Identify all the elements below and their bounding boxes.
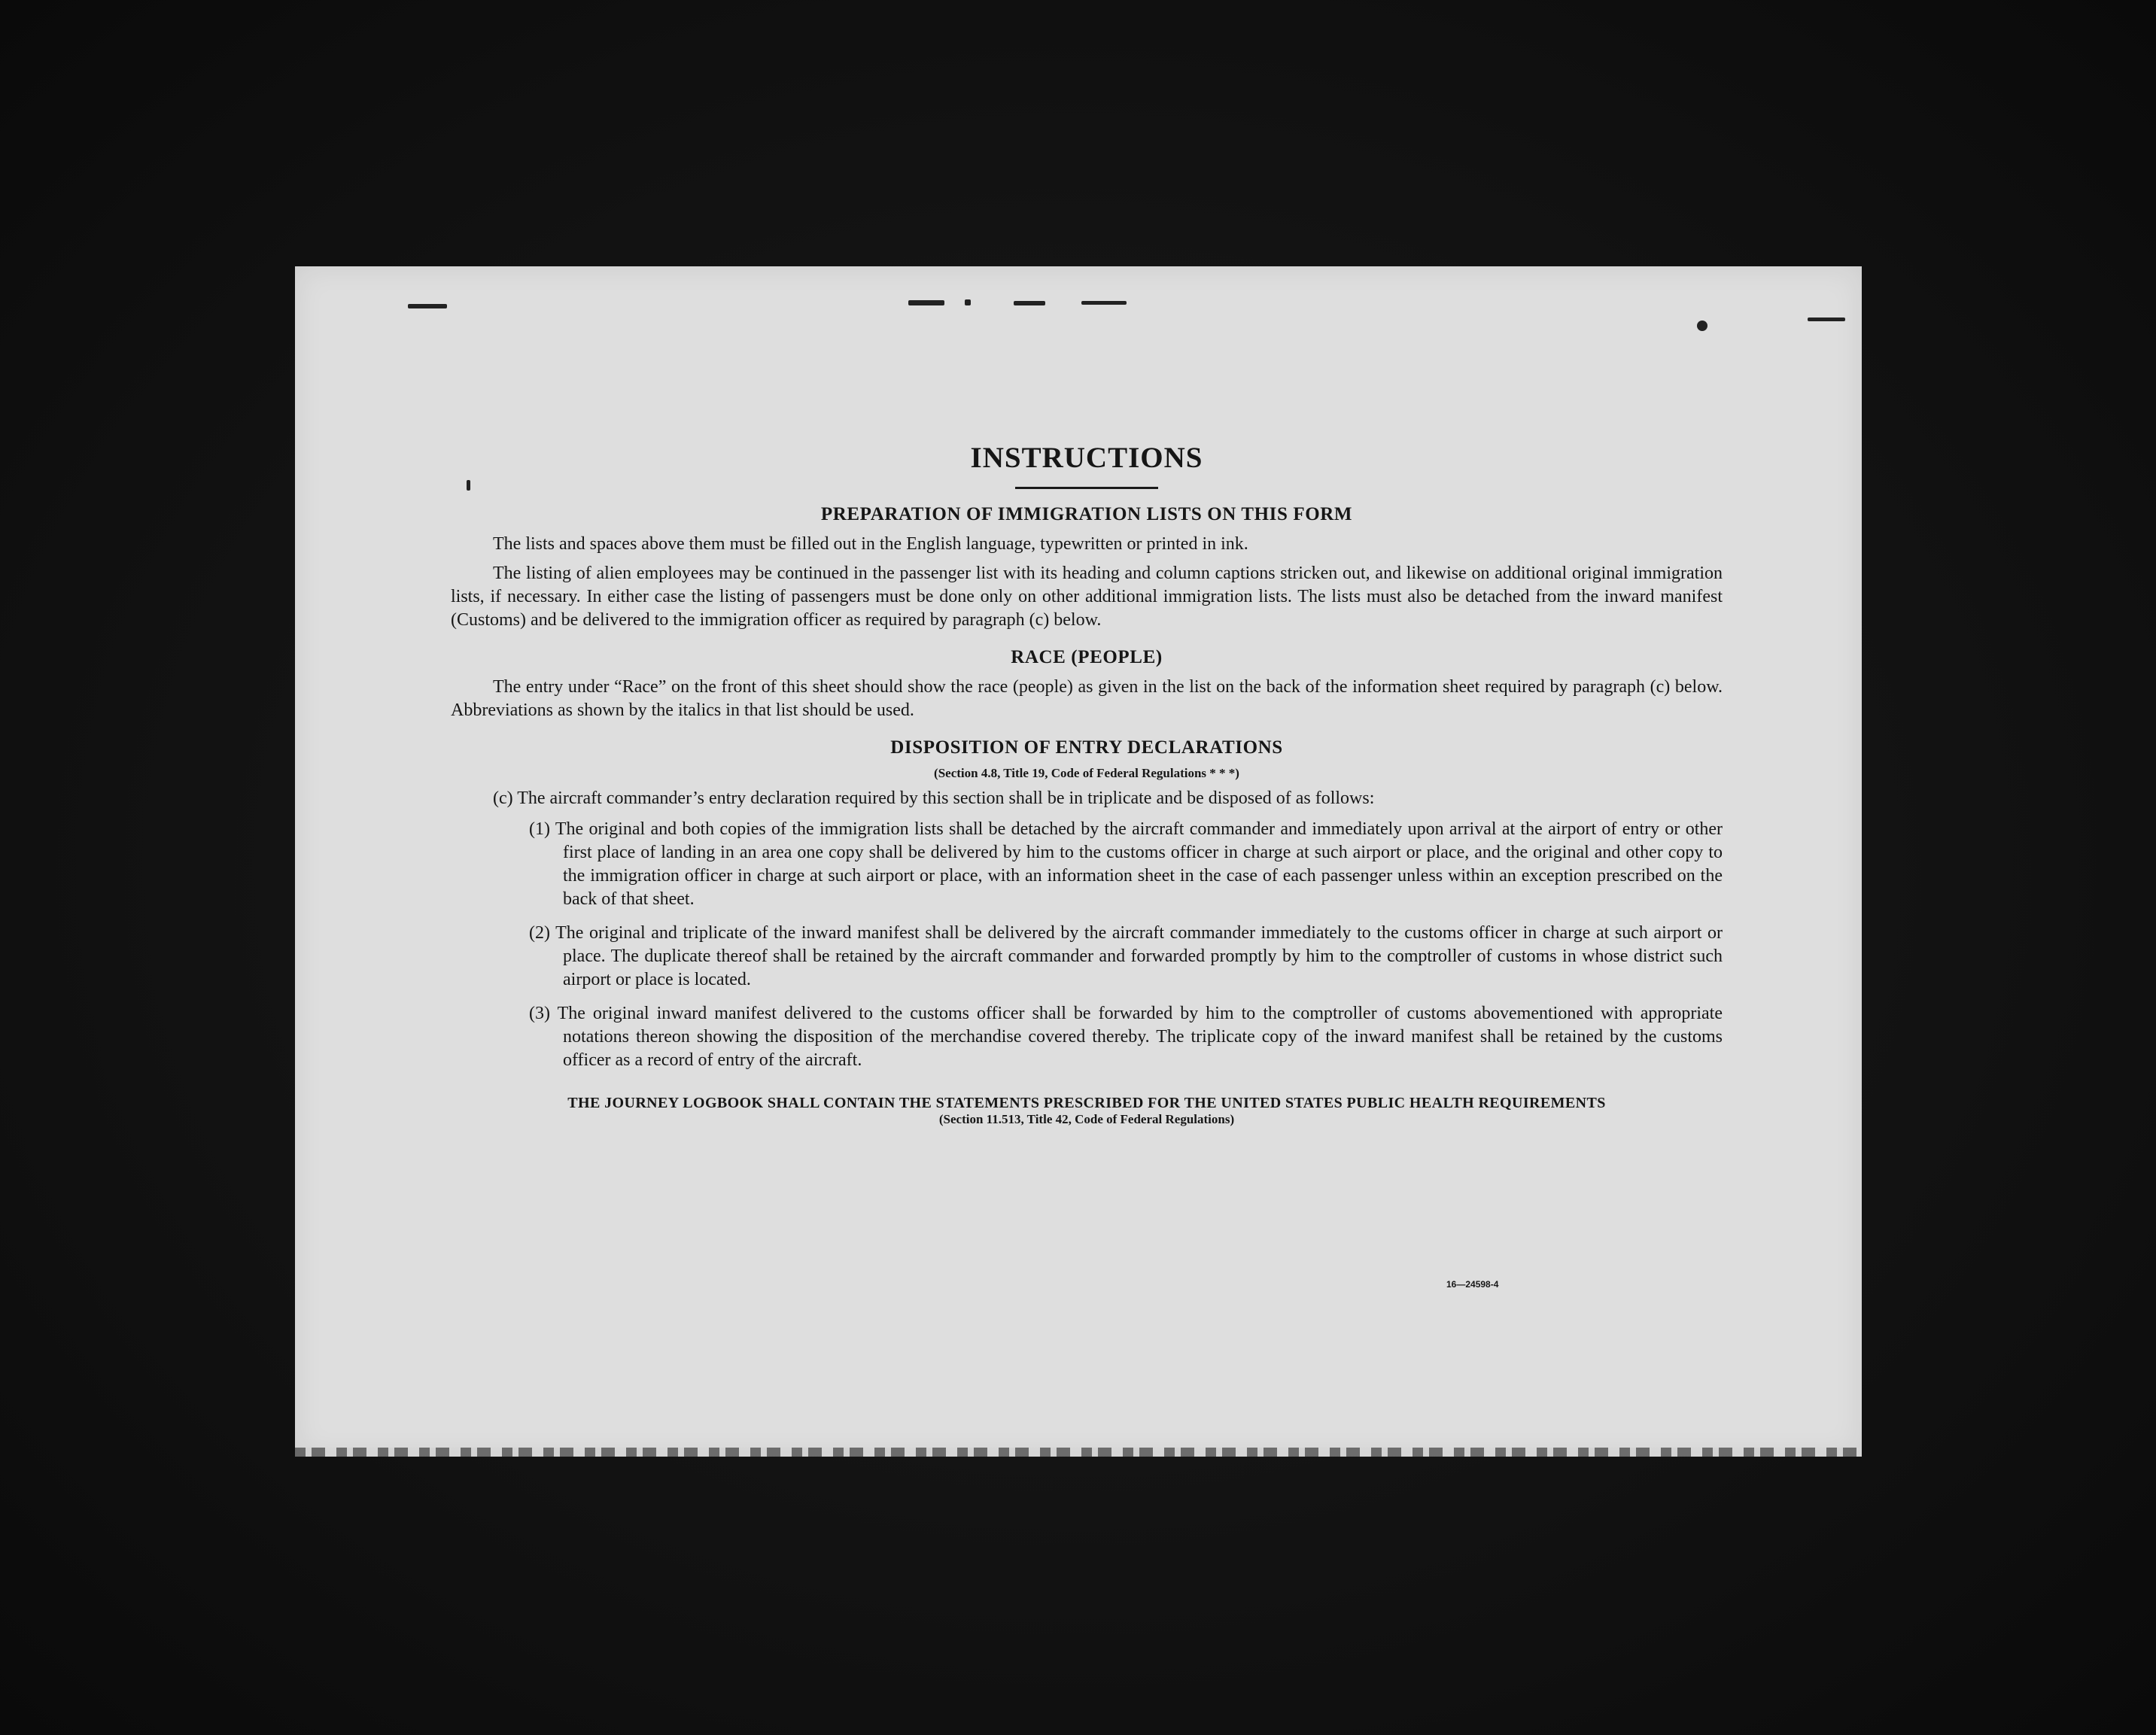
torn-bottom-edge <box>295 1448 1862 1457</box>
preparation-paragraph-1: The lists and spaces above them must be filled out in the English language, typewritten or printed in ink. <box>493 534 1248 554</box>
race-paragraph: The entry under “Race” on the front of this sheet should show the race (people) as given in the list on the back of the information sheet required by paragraph (c) below. Abbreviations as shown by the italics in that list should be used. <box>451 677 1723 720</box>
scan-smudge <box>1808 318 1845 321</box>
scan-smudge <box>1014 301 1045 305</box>
disposition-heading: DISPOSITION OF ENTRY DECLARATIONS <box>890 737 1283 758</box>
scan-smudge <box>1697 321 1707 331</box>
public-health-citation: (Section 11.513, Title 42, Code of Federal Regulations) <box>938 1112 1235 1126</box>
scan-smudge <box>408 304 447 308</box>
disposition-intro: (c) The aircraft commander’s entry declaration required by this section shall be in triplicate and be disposed of as follows: <box>493 788 1375 808</box>
form-number: 16—24598-4 <box>1446 1279 1499 1290</box>
race-heading: RACE (PEOPLE) <box>1011 647 1163 667</box>
scan-smudge <box>965 299 971 305</box>
title-underline <box>1015 487 1158 489</box>
preparation-paragraph-2: The listing of alien employees may be continued in the passenger list with its heading and column captions stricken out, and likewise on additional original immigration lists, if necessary. In either case the listing of passengers must be done only on other additional immigration lists. The lists must also be detached from the inward manifest (Customs) and be delivered to the immigration officer as required by paragraph (c) below. <box>451 564 1723 630</box>
page-title: INSTRUCTIONS <box>970 442 1203 474</box>
disposition-item-3: (3) The original inward manifest delivered to the customs officer shall be forwarded by him to the comptroller of customs abovementioned with appropriate notations thereon showing the disposition of the merchandise covered thereby. The triplicate copy of the inward manifest shall be retained by the customs officer as a record of entry of the aircraft. <box>529 1004 1723 1070</box>
scan-smudge <box>908 300 944 305</box>
disposition-item-2: (2) The original and triplicate of the inward manifest shall be delivered by the aircraft commander immediately to the customs officer in charge at such airport or place. The duplicate thereof shall be retained by the aircraft commander and forwarded promptly by him to the comptroller of customs in whose district such airport or place is located. <box>529 923 1723 989</box>
disposition-citation: (Section 4.8, Title 19, Code of Federal Regulations * * *) <box>934 766 1239 780</box>
disposition-item-1: (1) The original and both copies of the immigration lists shall be detached by the aircraft commander and immediately upon arrival at the airport of entry or other first place of landing in an area one copy shall be delivered by him to the customs officer in charge at such airport or place, and the original and other copy to the immigration officer in charge at such airport or place, with an information sheet in the case of each passenger unless within an exception prescribed on the back of that sheet. <box>529 819 1723 909</box>
preparation-heading: PREPARATION OF IMMIGRATION LISTS ON THIS FORM <box>820 504 1353 524</box>
bleed-through-texture <box>611 311 1514 447</box>
document-sheet <box>295 266 1862 1457</box>
scan-smudge <box>1081 301 1127 305</box>
instructions-content <box>451 441 1723 1133</box>
public-health-notice: THE JOURNEY LOGBOOK SHALL CONTAIN THE STATEMENTS PRESCRIBED FOR THE UNITED STATES PUBLIC HEALTH REQUIREMENTS <box>567 1095 1606 1111</box>
